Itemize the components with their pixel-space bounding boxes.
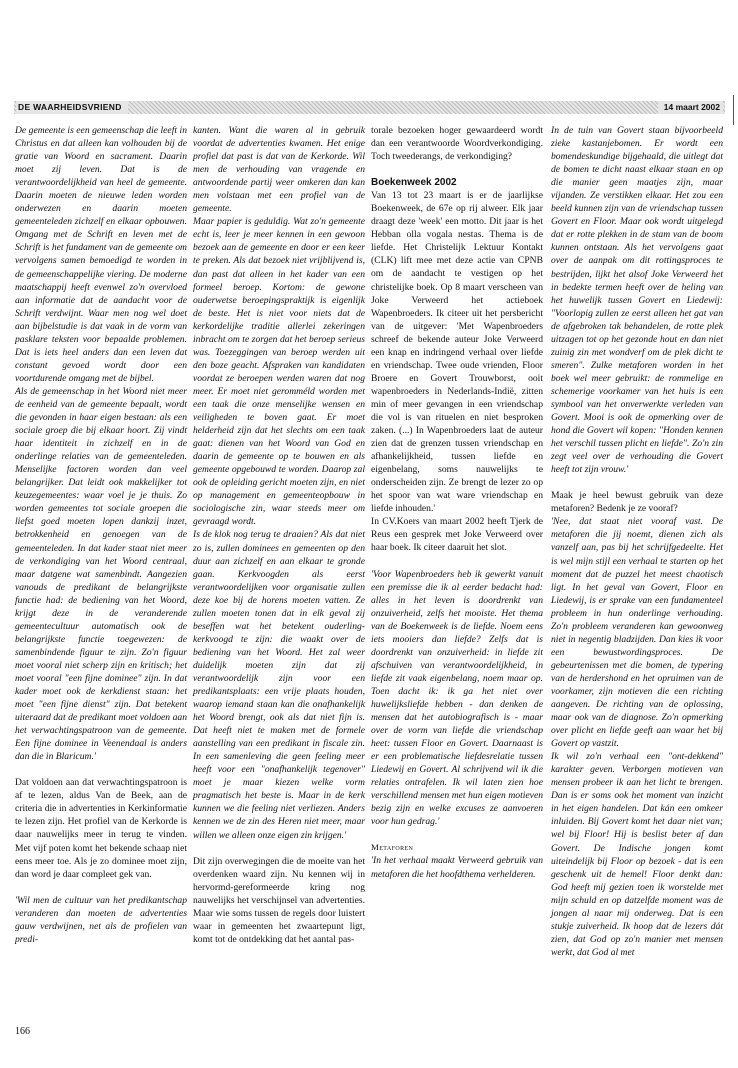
subsection-heading: Metaforen <box>371 842 414 853</box>
paragraph: 'Nee, dat staat niet vooraf vast. De metaforen die jij noemt, dienen zich als vanzelf aan, pas bij het schrijfgedeelte. Het is wel mijn stijl een verhaal te starten op het moment dat de puzzel het meest chaotisch ligt. In het geval van Govert, Floor en Liedewij, is er sprake van een fundamenteel probleem in hun onderlinge verhouding. Zo'n probleem veranderen kan gewoonweg niet in negentig bladzijden. Dan kies ik voor een bewustwordingsproces. De gebeurtenissen met die bomen, de typering van de herdershond en het opruimen van de voorkamer, zijn motieven die een richting aangeven. De richting van de oplossing, maar ook van de diagnose. Zo'n opmerking over plicht en liefde geeft aan waar het bij Govert op vastzit. <box>551 516 723 750</box>
page-number: 166 <box>15 1026 30 1037</box>
paragraph: Dit zijn overwegingen die de moeite van het overdenken waard zijn. Nu kennen wij in hervormd-gereformeerde kring nog nauwelijks het verschijnsel van advertenties. Maar wie soms tussen de regels door luistert waar in gemeenten het zwaartepunt ligt, komt tot de ontdekking dat het aantal pas- <box>193 855 365 945</box>
section-heading: Boekenweek 2002 <box>371 177 457 189</box>
paragraph: 'In het verhaal maakt Verweerd gebruik van metaforen die het hoofdthema verhelderen. <box>371 855 543 880</box>
publication-title: DE WAARHEIDSVRIEND <box>16 101 128 114</box>
paragraph: Is de klok nog terug te draaien? Als dat niet zo is, zullen dominees en gemeenten op den duur aan zichzelf en aan elkaar te gronde gaan. Kerkvoogden als eerst verantwoordelijken voor organisatie zullen deze koe bij de horens moeten vatten. Ze zullen moeten tonen dat in elk geval zij beseffen wat het betekent ouderling-kerkvoogd te zijn: die waakt over de bediening van het Woord. Het zal weer duidelijk moeten zijn dat zij verantwoordelijk zijn voor een predikantsplaats: een vrije plaats houden, waarop iemand staan kan die onafhankelijk het Woord brengt, ook als dat niet fijn is. Dat heeft niet te maken met de formele aanstelling van een predikant in fiscale zin. In een samenleving die geen feeling meer heeft voor een "onafhankelijk tegenover" moet je maar kiezen welke vorm pragmatisch het beste is. Maar in de kerk kunnen we die feeling niet verliezen. Anders kennen we de zin des Heren niet meer, maar willen we alleen onze eigen zin krijgen.' <box>193 529 365 841</box>
issue-date: 14 maart 2002 <box>658 101 723 114</box>
paragraph: kanten. Want die waren al in gebruik voordat de advertenties kwamen. Het enige profiel dat past is dat van de Kerkorde. Wil men de verhouding van vragende en antwoordende partij weer omkeren dan kan men volstaan met een profiel van de gemeente. <box>193 125 365 215</box>
paragraph: Van 13 tot 23 maart is er de jaarlijkse Boekenweek, de 67e op rij alweer. Elk jaar draagt deze 'week' een motto. Dit jaar is het Hebban olla vogala nestas. Thema is de liefde. Het Christelijk Lektuur Kontakt (CLK) lift mee met deze actie van CPNB om de aandacht te vestigen op het christelijke boek. Op 8 maart verscheen van Joke Verweerd het actieboek Wapenbroeders. Ik citeer uit het persbericht van de uitgever: 'Met Wapenbroeders schreef de bekende auteur Joke Verweerd een knap en indringend verhaal over liefde en vriendschap. Twee oude vrienden, Floor Broere en Govert Trouwborst, ooit wapenbroeders in Nederlands-Indië, zitten min of meer gevangen in een vriendschap die vol is van rituelen en niet besproken zaken. (...) In Wapenbroeders laat de auteur zien dat de grenzen tussen vriendschap en afhankelijkheid, tussen liefde en eigenbelang, soms nauwelijks te onderscheiden zijn. Ze brengt de lezer zo op het spoor van wat ware vriendschap en liefde inhouden.' <box>371 190 543 515</box>
column-2 <box>193 124 365 946</box>
paragraph: Ik wil zo'n verhaal een "ont-dekkend" karakter geven. Verborgen motieven van mensen probeer ik aan het licht te brengen. Dan is er soms ook het moment van inzicht in het eigen handelen. Dat kán een omkeer inluiden. Bij Govert komt het daar niet van; wel bij Floor! Hij is beslist beter af dan Govert. De Indische jongen komt uiteindelijk bij Floor op bezoek - dat is een geschenk uit de hemel! Floor denkt dan: God heeft mij gezien toen ik worstelde met mijn schuld en op datzelfde moment was de jongen al naar mij onderweg. Dat is een stukje zuiverheid. Ik hoop dat de lezers dát zien, dat God op zo'n manier met mensen werkt, dat God al met <box>551 751 723 958</box>
paragraph: In de tuin van Govert staan bijvoorbeeld zieke kastanjebomen. Er wordt een bomendeskundige bijgehaald, die uitlegt dat de bomen te dicht naast elkaar staan en op die manier geen maatjes zijn, maar vijanden. Ze verstikken elkaar. Het zou een beeld kunnen zijn van de vriendschap tussen Govert en Floor. Maar ook wordt uitgelegd dat er rotte plekken in de stam van de boom kunnen ontstaan. Als het vervolgens gaat over de aanpak om dit rottingsproces te bestrijden, lijkt het alsof Joke Verweerd het in bedekte termen heeft over de heling van het huwelijk tussen Govert en Liedewij: "Voorlopig zullen ze eerst alleen het gat van de afgebroken tak behandelen, de rotte plek uitzagen tot op het gezonde hout en dan niet zuinig zin met wondverf om de plek dicht te smeren". Zulke metaforen worden in het boek wel meer gebruikt: de rommelige en schemerige voorkamer van het huis is een symbool van het onverwerkte verleden van Govert. Mooi is ook de opmerking over de hond die Govert wil kopen: "Honden kennen het verschil tussen plicht en liefde". Zo'n zin zegt veel over de verhouding die Govert heeft tot zijn vrouw.' <box>551 125 723 476</box>
column-3 <box>371 124 543 881</box>
paragraph: torale bezoeken hoger gewaardeerd wordt dan een verantwoorde Woordverkondiging. Toch tweederangs, de verkondiging? <box>371 125 543 163</box>
paragraph: 'Wil men de cultuur van het predikantschap veranderen dan moeten de advertenties gauw verdwijnen, net als de profielen van predi- <box>15 894 187 945</box>
column-1 <box>15 124 187 946</box>
margin-rule <box>733 95 734 125</box>
paragraph: Maar papier is geduldig. Wat zo'n gemeente echt is, leer je meer kennen in een gewoon bezoek aan de gemeente en door er een keer te preken. Als dat bezoek niet vrijblijvend is, dan past dat alleen in het kader van een formeel beroep. Kortom: de gewone ouderwetse beroepingspraktijk is eigenlijk de beste. Het is niet voor niets dat de kerkordelijke traditie allerlei zekeringen inbracht om te zorgen dat het beroep serieus was. Toezeggingen van beroep werden uit den boze geacht. Afspraken van kandidaten voordat ze beroepen werden waren dat nog meer. Er moet niet geromméld worden met een taak die onze menselijke wensen en veiligheden te boven gaat. Er moet helderheid zijn dat het slechts om een taak gaat: dienen van het Woord van God en daarin de gemeente op te bouwen en als gemeente opgebouwd te worden. Daarop zal ook de opleiding gericht moeten zijn, en niet op management en gemeenteopbouw in sociologische zin, waar steeds meer om gevraagd wordt. <box>193 216 365 528</box>
paragraph: Als de gemeenschap in het Woord niet meer de eenheid van de gemeente bepaalt, wordt die gevonden in haar eigen bestaan: als een sociale groep die bij elkaar hoort. Zij vindt haar identiteit in zichzelf en in de onderlinge relaties van de gemeenteleden. Menselijke factoren worden dan veel belangrijker. Dat leidt ook makkelijker tot keuzegemeentes: waar voel je je thuis. Zo worden gemeentes tot sociale groepen die liefst goed moeten lopen dankzij inzet, betrokkenheid en genoegen van de gemeenteleden. In dat kader staat niet meer de verkondiging van het Woord centraal, maar datgene wat samenbindt. Aangezien vanouds de predikant de belangrijkste functie had: de bediening van het Woord, krijgt deze in de veranderende gemeentecultuur automatisch ook de belangrijkste functie toegewezen: de samenbindende figuur te zijn. Zo'n figuur moet vooral niet scherp zijn en kritisch; het moet vooral "een fijne dominee" zijn. In dat kader moet ook de kerkdienst staan: het moet "een fijne dienst" zijn. Dat betekent uiteraard dat de predikant moet voldoen aan het verwachtingspatroon van de gemeente. Een fijne dominee in Veenendaal is anders dan die in Blaricum.' <box>15 385 187 763</box>
paragraph: 'Voor Wapenbroeders heb ik gewerkt vanuit een premisse die ik al eerder bedacht had: alles in het leven is doordrenkt van onzuiverheid, zelfs het mooiste. Het thema van de Boekenweek is de liefde. Noem eens iets mooiers dan liefde? Zelfs dat is doordrenkt van onzuiverheid: in liefde zit afschuiven van verantwoordelijkheid, in liefde zit vaak eigenbelang, noem maar op. Toen dacht ik: ik ga het niet over huwelijksliefde hebben - dan denken de mensen dat het autobiografisch is - maar over de vorm van liefde die vriendschap heet: tussen Floor en Govert. Daarnaast is er een problematische liefdesrelatie tussen Liedewij en Govert. Al schrijvend wil ik die relaties ontrafelen. Ik wil laten zien hoe verschillend mensen met hun eigen motieven bezig zijn en welke excuses ze aanvoeren voor hun gedrag.' <box>371 568 543 828</box>
paragraph: De gemeente is een gemeenschap die leeft in Christus en dat alleen kan volhouden bij de gratie van Woord en sacrament. Daarin moet zij leven. Dat is de verantwoordelijkheid van heel de gemeente. Daarin moeten de nieuwe leden worden onderwezen en daarin moeten gemeenteleden zichzelf en elkaar opbouwen. Omgang met de Schrift en leven met de Schrift is het fundament van de gemeente om vervolgens samen bemoedigd te worden in de gemeenschappelijke viering. De moderne maatschappij heeft evenwel zo'n overvloed aan informatie dat de aandacht voor de Schrift verdwijnt. Waar men nog wel doet aan bijbelstudie is dat vaak in de vorm van pasklare teksten voor bepaalde problemen. Dat is iets heel anders dan een leven dat constant gevoed wordt door een voortdurende omgang met de bijbel. <box>15 125 187 384</box>
column-4 <box>551 124 723 959</box>
paragraph: In CV.Koers van maart 2002 heeft Tjerk de Reus een gesprek met Joke Verweerd over haar boek. Ik citeer daaruit het slot. <box>371 516 543 554</box>
paragraph: Dat voldoen aan dat verwachtingspatroon is af te lezen, aldus Van de Beek, aan de criteria die in advertenties in Kerkinformatie te lezen zijn. Het profiel van de Kerkorde is daar nauwelijks meer in terug te vinden. Met vijf poten komt het bekende schaap niet eens meer toe. Als je zo dominee moet zijn, dan word je daar compleet gek van. <box>15 777 187 880</box>
paragraph: Maak je heel bewust gebruik van deze metaforen? Bedenk je ze vooraf? <box>551 490 723 515</box>
